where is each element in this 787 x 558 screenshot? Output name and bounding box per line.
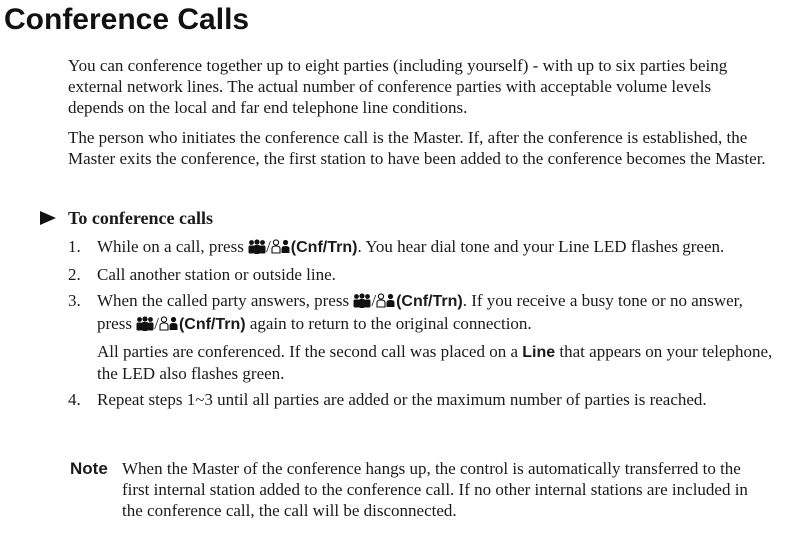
transfer-icon	[271, 238, 291, 259]
cnf-trn-key-label: (Cnf/Trn)	[290, 239, 358, 256]
cnf-trn-key-label: (Cnf/Trn)	[178, 316, 246, 333]
transfer-icon	[376, 292, 396, 313]
step-number: 3.	[68, 291, 81, 310]
transfer-icon	[159, 315, 179, 336]
procedure-steps	[68, 236, 778, 410]
step-2	[68, 264, 778, 285]
step-number: 4.	[68, 390, 81, 409]
conference-icon	[248, 238, 266, 259]
procedure-heading-text: To conference calls	[68, 208, 213, 228]
page-title: Conference Calls	[4, 3, 250, 36]
arrow-bullet-icon	[40, 211, 56, 225]
subparagraph-text-continued: that appears on your telephone, the LED also flashes green.	[97, 342, 773, 383]
step-text: While on a call, press	[97, 237, 244, 256]
conference-icon	[136, 315, 154, 336]
note-block	[70, 458, 760, 521]
intro-paragraph-1: You can conference together up to eight parties (including yourself) - with up to six parties being external network lines. The actual number of conference parties with acceptable volume levels depends on the local and far end telephone line conditions.	[68, 56, 728, 117]
step-text: When the called party answers, press	[97, 291, 350, 310]
step-1: 1. While on a call, press / (Cnf/Trn). You hear dial tone and your Line LED flashes green.	[68, 236, 778, 259]
intro-paragraph-2: The person who initiates the conference call is the Master. If, after the conference is established, the Master exits the conference, the first station to have been added to the conference becomes the Master.	[68, 128, 766, 168]
step-text-continued: . You hear dial tone and your Line LED flashes green.	[357, 237, 725, 256]
note-text: When the Master of the conference hangs up, the control is automatically transferred to the first internal station added to the conference call. If no other internal stations are included in the conference call, the call will be disconnected.	[122, 459, 748, 520]
step-3: 3. When the called party answers, press / (Cnf/Trn). If you receive a busy tone or no answer, press / (Cnf/Trn) again to return to the original connection. All parties are conferenced. If the second call was placed on a Line that appears on your telephone, the LED also flashes green.	[68, 290, 778, 384]
subparagraph-text: All parties are conferenced. If the second call was placed on a	[97, 342, 519, 361]
step-text-end: again to return to the original connection.	[245, 314, 532, 333]
cnf-trn-key-label: (Cnf/Trn)	[396, 293, 463, 310]
step-text: Call another station or outside line.	[97, 265, 336, 284]
note-label: Note	[70, 459, 108, 478]
step-4	[68, 389, 778, 410]
step-number: 2.	[68, 265, 81, 284]
step-text: Repeat steps 1~3 until all parties are added or the maximum number of parties is reached.	[97, 390, 707, 409]
step-3-subparagraph	[97, 341, 778, 384]
step-number: 1.	[68, 237, 81, 256]
line-key-label: Line	[522, 344, 556, 361]
step-text-continued: . If you receive a busy tone or no answer, press	[97, 291, 743, 333]
procedure-heading	[40, 207, 213, 229]
conference-icon	[353, 292, 371, 313]
